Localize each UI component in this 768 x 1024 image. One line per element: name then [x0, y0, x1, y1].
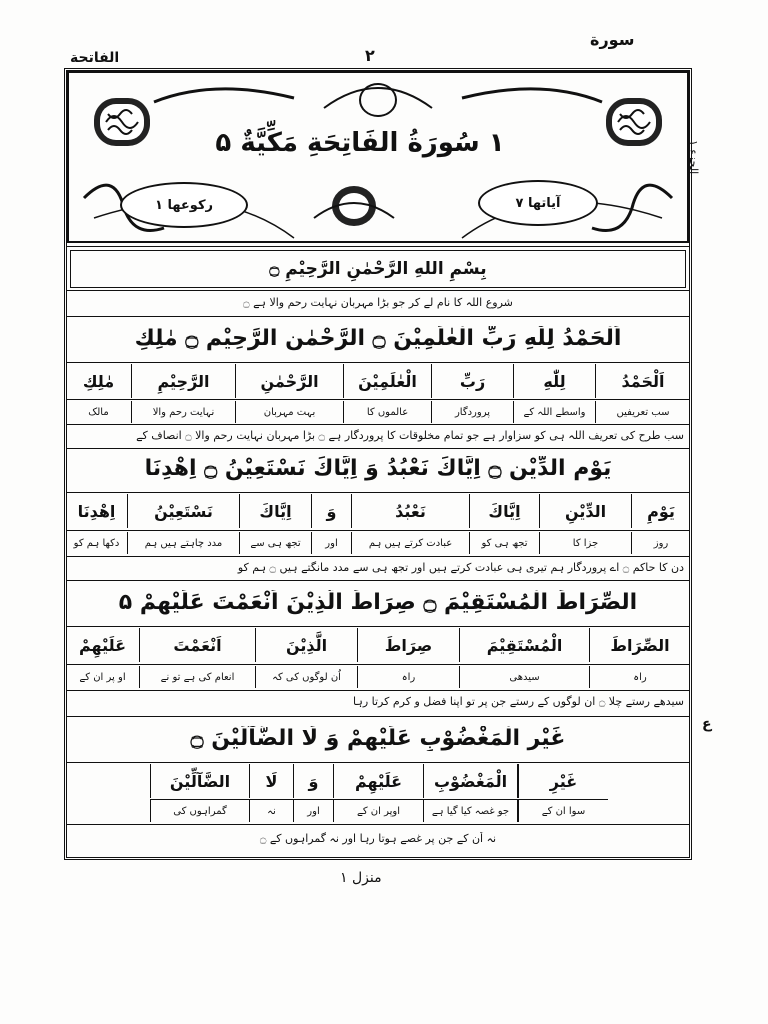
- translation-line: دن کا حاکم ۝ اے پروردگار ہم تیری ہی عبادت کرتے ہیں اور تجھ ہی سے مدد مانگتے ہیں ۝ ہم کو: [237, 561, 684, 574]
- verse-line: اَلْحَمْدُ لِلّٰهِ رَبِّ الْعٰلَمِیْنَ ۝ الرَّحْمٰنِ الرَّحِیْمِ ۝ مٰلِكِ: [134, 326, 622, 351]
- word-cell: اَنْعَمْتَ: [140, 628, 256, 662]
- divider: [66, 316, 690, 317]
- word-cell: لَا: [250, 764, 294, 798]
- meaning-cell: سوا ان کے: [518, 800, 608, 822]
- meaning-cell: سب تعریفیں: [616, 406, 670, 418]
- meaning-cell: راہ: [358, 666, 460, 688]
- left-ornament-icon: [94, 98, 150, 146]
- divider: [66, 690, 690, 691]
- right-ornament-icon: [606, 98, 662, 146]
- divider: [66, 626, 690, 627]
- meaning-cell: راہ: [633, 671, 647, 683]
- word-cell: رَبِّ: [432, 364, 514, 398]
- word-cell: نَسْتَعِیْنُ: [128, 494, 240, 528]
- word-cell: وَ: [294, 764, 334, 798]
- running-surah-label: سورة: [590, 30, 635, 49]
- meaning-cell: پروردگار: [432, 401, 514, 423]
- meaning-cell: اور: [294, 800, 334, 822]
- word-cell: الْمَغْضُوْبِ: [424, 764, 518, 798]
- meaning-cell: اُن لوگوں کی کہ: [256, 666, 358, 688]
- translation-line: نہ اُن کے جن پر غصے ہوتا رہا اور نہ گمراہوں کے ۝: [259, 832, 497, 845]
- meaning-cell: نہ: [250, 800, 294, 822]
- meaning-cell: تجھ ہی کو: [470, 532, 540, 554]
- word-cell: الْعٰلَمِیْنَ: [344, 364, 432, 398]
- divider: [66, 424, 690, 425]
- verse-line: غَیْرِ الْمَغْضُوْبِ عَلَیْهِمْ وَ لَا الضَّآلِّیْنَ ۝: [190, 726, 566, 751]
- divider: [66, 492, 690, 493]
- ruku-count-badge: رکوعها ۱: [120, 182, 248, 228]
- meaning-cell: واسطے اللہ کے: [514, 401, 596, 423]
- meaning-cell: مدد چاہتے ہیں ہم: [128, 532, 240, 554]
- word-cell: صِرَاطَ: [358, 628, 460, 662]
- meaning-cell: دکھا ہم کو: [66, 532, 128, 554]
- meaning-cell: گمراہوں کی: [150, 800, 250, 822]
- divider: [66, 580, 690, 581]
- manzil-label: منزل ۱: [340, 870, 382, 886]
- meaning-cell: مالک: [66, 401, 132, 423]
- divider: [66, 399, 690, 400]
- margin-juz-mark: الجزء ۱: [687, 140, 700, 175]
- meaning-cell: اور: [312, 532, 352, 554]
- ayat-count-badge: آیاتها ۷: [478, 180, 598, 226]
- translation-line: سیدھے رستے چلا ۝ ان لوگوں کے رستے جن پر تو اپنا فضل و کرم کرتا رہا: [353, 695, 684, 708]
- word-cell: اِیَّاكَ: [240, 494, 312, 528]
- running-surah-name: الفاتحة: [70, 50, 120, 66]
- verse-line: یَوْمِ الدِّیْنِ ۝ اِیَّاكَ نَعْبُدُ وَ اِیَّاكَ نَسْتَعِیْنُ ۝ اِهْدِنَا: [144, 456, 612, 481]
- meaning-cell: نہایت رحم والا: [132, 401, 236, 423]
- surah-title: ۱ سُورَةُ الفَاتِحَةِ مَكِّيَّةٌ ۵: [215, 128, 505, 158]
- meaning-cell: جو غصہ کیا گیا ہے: [424, 800, 518, 822]
- word-cell: الَّذِیْنَ: [256, 628, 358, 662]
- divider: [66, 290, 690, 291]
- word-cell: لِلّٰهِ: [514, 364, 596, 398]
- verse-line: الصِّرَاطَ الْمُسْتَقِیْمَ ۝ صِرَاطَ الَّذِیْنَ اَنْعَمْتَ عَلَیْهِمْ ۵: [118, 590, 638, 615]
- divider: [66, 246, 690, 247]
- page-number: ۲: [365, 46, 375, 65]
- meaning-cell: او پر ان کے: [66, 666, 140, 688]
- word-cell: الْمُسْتَقِیْمَ: [460, 628, 590, 662]
- meaning-cell: بہت مہربان: [236, 401, 344, 423]
- word-cell: الصِّرَاطَ: [610, 635, 670, 655]
- word-cell: نَعْبُدُ: [352, 494, 470, 528]
- word-cell: اِیَّاكَ: [470, 494, 540, 528]
- divider: [66, 556, 690, 557]
- bismillah-translation: شروع اللہ کا نام لے کر جو بڑا مہربان نہایت رحم والا ہے ۝: [243, 296, 513, 309]
- word-cell: عَلَیْهِمْ: [334, 764, 424, 798]
- divider: [66, 530, 690, 531]
- meaning-cell: سیدھی: [460, 666, 590, 688]
- translation-line: سب طرح کی تعریف اللہ ہی کو سزاوار ہے جو تمام مخلوقات کا پروردگار ہے ۝ بڑا مہربان نہایت رحم والا ۝ انصاف کے: [136, 429, 684, 442]
- margin-ruku-mark: ع: [702, 716, 712, 732]
- divider: [66, 762, 690, 763]
- meaning-cell: تجھ ہی سے: [240, 532, 312, 554]
- divider: [66, 664, 690, 665]
- divider: [66, 362, 690, 363]
- bismillah-arabic: بِسْمِ اللهِ الرَّحْمٰنِ الرَّحِیْمِ ۝: [269, 259, 487, 279]
- meaning-cell: روز: [653, 537, 669, 549]
- word-cell: عَلَیْهِمْ: [66, 628, 140, 662]
- meaning-cell: عبادت کرتے ہیں ہم: [352, 532, 470, 554]
- meaning-cell: عالموں کا: [344, 401, 432, 423]
- divider: [66, 448, 690, 449]
- meaning-cell: انعام کی ہے تو نے: [140, 666, 256, 688]
- word-cell: وَ: [312, 494, 352, 528]
- word-cell: الدِّیْنِ: [540, 494, 632, 528]
- word-cell: الرَّحْمٰنِ: [236, 364, 344, 398]
- word-cell: اِهْدِنَا: [66, 494, 128, 528]
- meaning-cell: اوپر ان کے: [334, 800, 424, 822]
- word-cell: یَوْمِ: [647, 501, 675, 521]
- word-cell: الضَّآلِّیْنَ: [150, 764, 250, 798]
- word-cell: غَیْرِ: [518, 764, 608, 798]
- word-cell: اَلْحَمْدُ: [621, 371, 665, 391]
- word-cell: الرَّحِیْمِ: [132, 364, 236, 398]
- meaning-cell: جزا کا: [540, 532, 632, 554]
- divider: [66, 716, 690, 717]
- word-cell: مٰلِكِ: [66, 364, 132, 398]
- divider: [66, 824, 690, 825]
